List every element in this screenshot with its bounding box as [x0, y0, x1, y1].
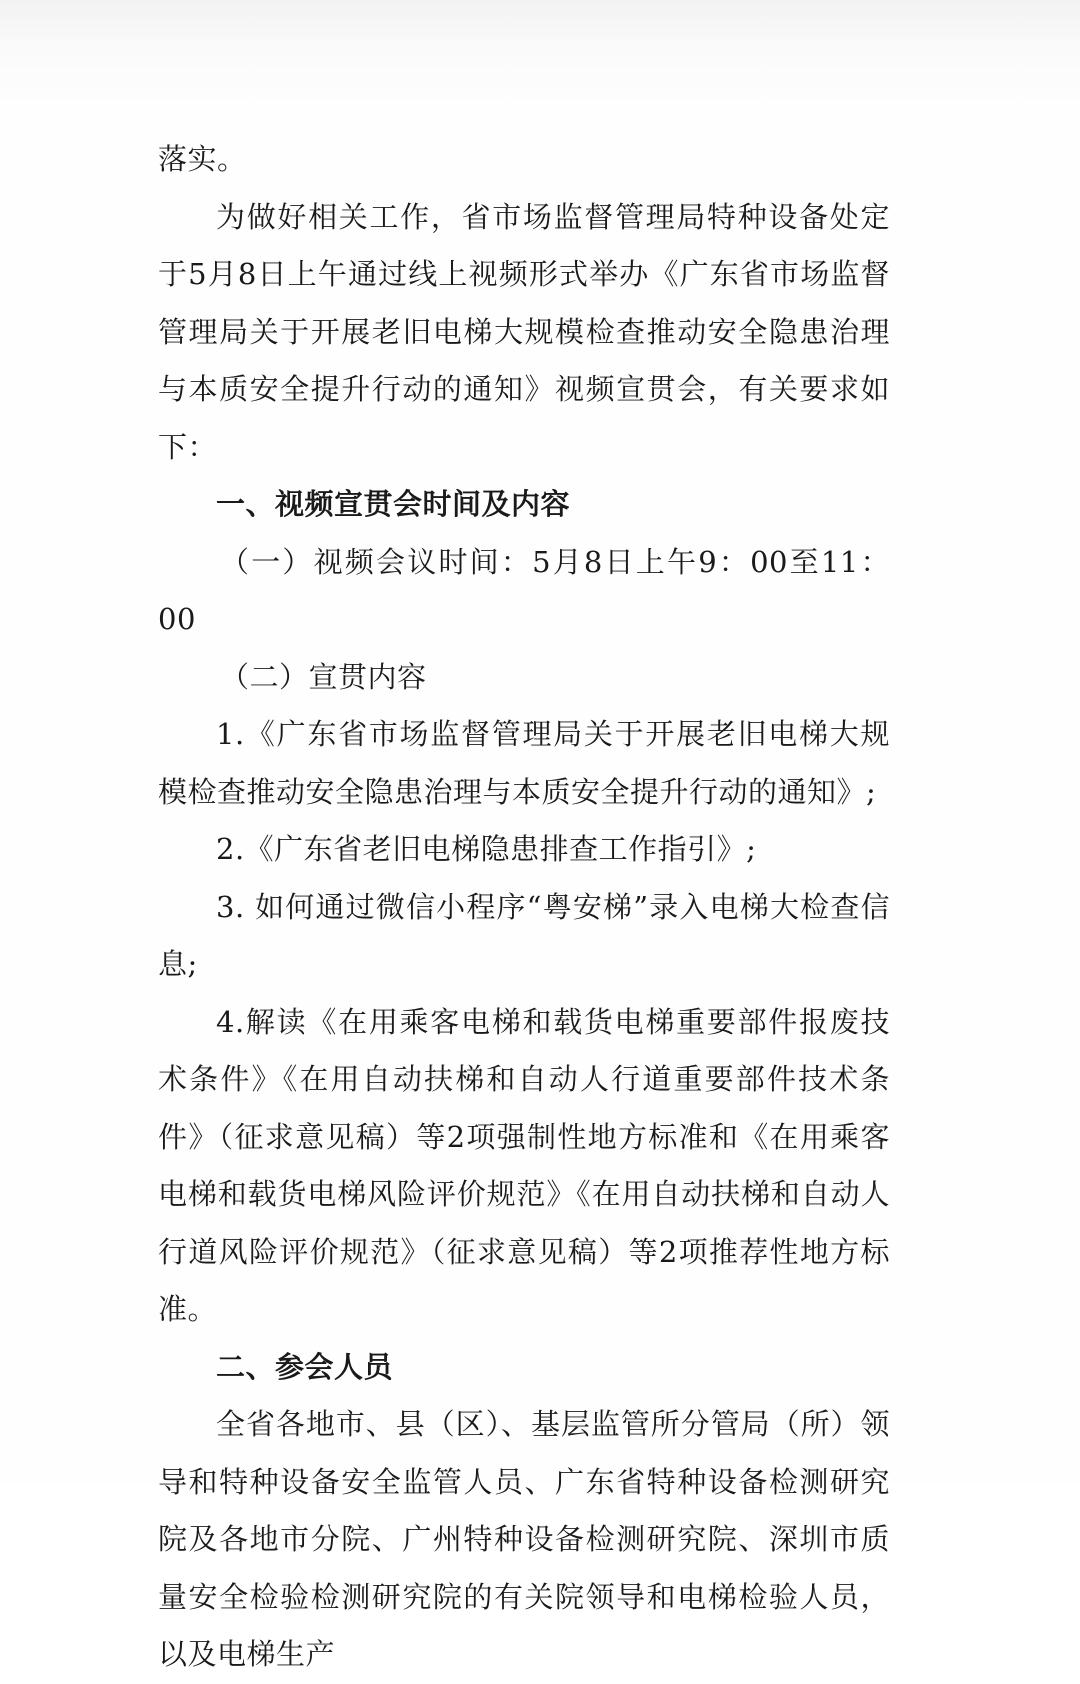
- subsection-meeting-time: （一）视频会议时间：5月8日上午9：00至11：00: [158, 544, 890, 636]
- section-heading-time-content: 一、视频宣贯会时间及内容: [216, 487, 571, 521]
- paragraph-attendees: 全省各地市、县（区）、基层监管所分管局（所）领导和特种设备安全监管人员、广东省特种设备检测研究院及各地市分院、广州特种设备检测研究院、深圳市质量安全检验检测研究院的有关院领导和电梯检验人员，以及电梯生产: [158, 1407, 890, 1671]
- document-body: [158, 131, 890, 1684]
- list-item-1: 1.《广东省市场监督管理局关于开展老旧电梯大规模检查推动安全隐患治理与本质安全提升行动的通知》;: [158, 717, 890, 809]
- subsection-content: （二）宣贯内容: [220, 659, 427, 694]
- list-item-2: 2.《广东省老旧电梯隐患排查工作指引》;: [216, 832, 757, 866]
- list-item-3: 3. 如何通过微信小程序“粤安梯”录入电梯大检查信息;: [158, 889, 890, 981]
- paragraph-continuation: 落实。: [158, 142, 247, 176]
- paragraph-intro: 为做好相关工作，省市场监督管理局特种设备处定于5月8日上午通过线上视频形式举办《广东省市场监督管理局关于开展老旧电梯大规模检查推动安全隐患治理与本质安全提升行动的通知》视频宣贯会，有关要求如下：: [158, 199, 890, 464]
- list-item-4: 4.解读《在用乘客电梯和载货电梯重要部件报废技术条件》《在用自动扶梯和自动人行道重要部件技术条件》（征求意见稿）等2项强制性地方标准和《在用乘客电梯和载货电梯风险评价规范》《在用自动扶梯和自动人行道风险评价规范》（征求意见稿）等2项推荐性地方标准。: [158, 1004, 890, 1326]
- section-heading-attendees: 二、参会人员: [216, 1349, 394, 1384]
- scan-edge-shading: [0, 0, 1080, 110]
